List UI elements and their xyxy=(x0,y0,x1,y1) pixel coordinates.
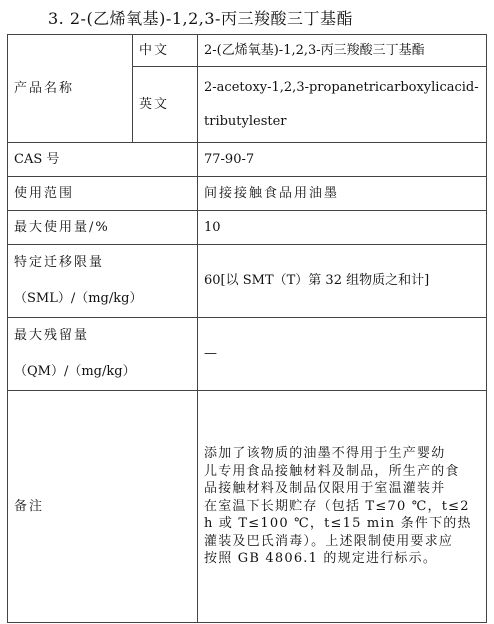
chinese-name-label: 中文 xyxy=(133,35,198,67)
usage-scope-value: 间接接触食品用油墨 xyxy=(198,177,487,211)
remarks-value xyxy=(198,391,487,623)
remarks-line: 儿专用食品接触材料及制品，所生产的食 xyxy=(204,463,460,479)
sml-label xyxy=(8,245,198,318)
product-name-label: 产品名称 xyxy=(8,35,133,143)
qm-label-line: 最大残留量 xyxy=(14,328,90,343)
sml-label-line: （SML）/（mg/kg） xyxy=(14,291,143,306)
remarks-label: 备注 xyxy=(8,391,198,623)
qm-label-line: （QM）/（mg/kg） xyxy=(14,364,136,379)
table-row xyxy=(8,211,487,245)
remarks-line: 添加了该物质的油墨不得用于生产婴幼 xyxy=(204,446,446,462)
cas-value: 77-90-7 xyxy=(198,143,487,177)
sml-value: 60[以 SMT（T）第 32 组物质之和计] xyxy=(198,245,487,318)
table-row xyxy=(8,245,487,318)
table-row xyxy=(8,391,487,623)
remarks-line: 灌装及巴氏消毒）。上述限制使用要求应 xyxy=(204,533,454,549)
chinese-name-value: 2-(乙烯氧基)-1,2,3-丙三羧酸三丁基酯 xyxy=(198,35,487,67)
remarks-line: h 或 T≤100 ℃，t≤15 min 条件下的热 xyxy=(204,516,472,532)
max-usage-value: 10 xyxy=(198,211,487,245)
english-name-value xyxy=(198,67,487,143)
substance-spec-table xyxy=(7,34,487,623)
usage-scope-label: 使用范围 xyxy=(8,177,198,211)
remarks-line: 在室温下长期贮存（包括 T≤70 ℃，t≤2 xyxy=(204,498,470,514)
english-name-line: 2-acetoxy-1,2,3-propanetricarboxylicacid- xyxy=(204,79,479,95)
english-name-label: 英文 xyxy=(133,67,198,143)
qm-value: — xyxy=(198,318,487,391)
qm-label xyxy=(8,318,198,391)
table-row xyxy=(8,143,487,177)
remarks-line: 按照 GB 4806.1 的规定进行标示。 xyxy=(204,551,438,567)
sml-label-line: 特定迁移限量 xyxy=(14,255,105,270)
section-heading: 3. 2-(乙烯氧基)-1,2,3-丙三羧酸三丁基酯 xyxy=(48,9,353,28)
table-row xyxy=(8,35,487,67)
remarks-line: 品接触材料及制品仅限用于室温灌装并 xyxy=(204,481,446,497)
max-usage-label: 最大使用量/% xyxy=(8,211,198,245)
english-name-line: tributylester xyxy=(204,113,287,129)
table-row xyxy=(8,177,487,211)
table-row xyxy=(8,318,487,391)
cas-label: CAS 号 xyxy=(8,143,198,177)
